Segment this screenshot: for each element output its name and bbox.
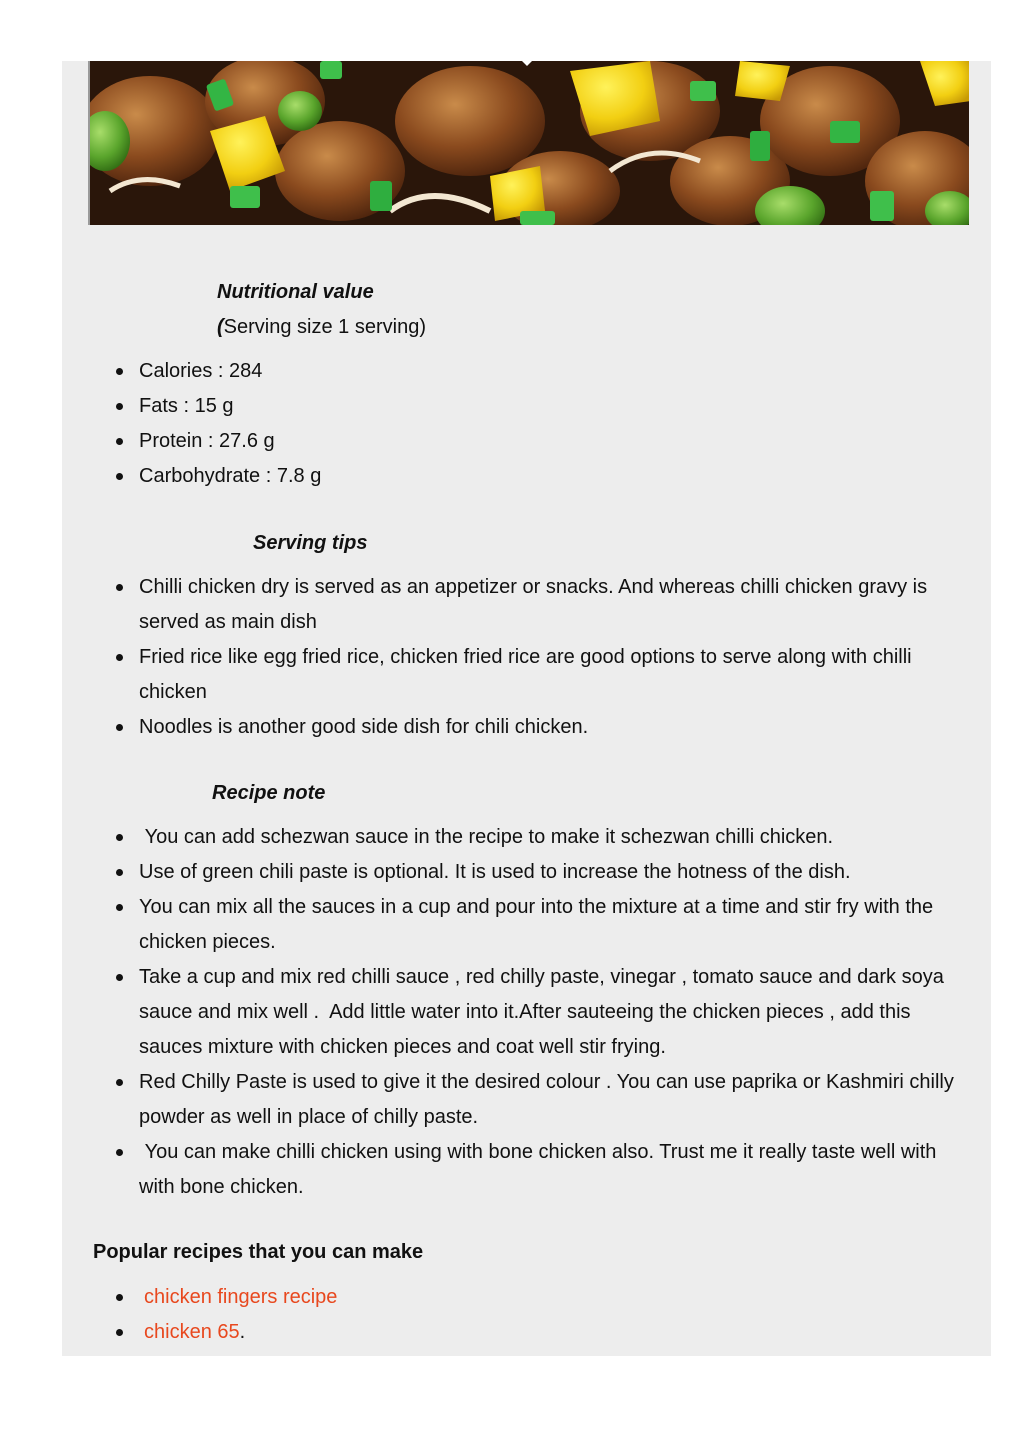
- serving-tips-list: [113, 570, 973, 745]
- serving-tips-heading: Serving tips: [253, 532, 368, 554]
- link-suffix: .: [239, 1321, 246, 1343]
- list-item: [113, 1315, 973, 1350]
- chicken-fingers-recipe-link[interactable]: chicken fingers recipe: [144, 1286, 338, 1308]
- list-item: Fried rice like egg fried rice, chicken fried rice are good options to serve along with chilli chicken: [113, 640, 973, 710]
- list-item: You can add schezwan sauce in the recipe to make it schezwan chilli chicken.: [113, 820, 973, 855]
- chicken-65-link[interactable]: chicken 65: [144, 1321, 240, 1343]
- list-item: Use of green chili paste is optional. It is used to increase the hotness of the dish.: [113, 855, 973, 890]
- recipe-note-heading: Recipe note: [212, 782, 326, 804]
- popular-recipes-heading: Popular recipes that you can make: [93, 1241, 424, 1263]
- list-item: Take a cup and mix red chilli sauce , red chilly paste, vinegar , tomato sauce and dark soya sauce and mix well . Add little water into it.After sauteeing the chicken pieces , add this sauces mixture with chicken pieces and coat well stir frying.: [113, 960, 973, 1065]
- list-item: You can mix all the sauces in a cup and pour into the mixture at a time and stir fry with the chicken pieces.: [113, 890, 973, 960]
- list-item: Noodles is another good side dish for chili chicken.: [113, 710, 973, 745]
- serving-size-paren: (: [217, 316, 224, 338]
- nutrition-heading: Nutritional value: [217, 281, 374, 303]
- list-item: You can make chilli chicken using with bone chicken also. Trust me it really taste well with with bone chicken.: [113, 1135, 973, 1205]
- list-item: Chilli chicken dry is served as an appetizer or snacks. And whereas chilli chicken gravy is served as main dish: [113, 570, 973, 640]
- serving-size-line: [217, 315, 426, 339]
- recipe-note-list: [113, 820, 973, 1205]
- chilli-chicken-photo: [88, 61, 969, 225]
- list-item: Red Chilly Paste is used to give it the desired colour . You can use paprika or Kashmiri chilly powder as well in place of chilly paste.: [113, 1065, 973, 1135]
- nutrition-list: [113, 354, 973, 494]
- list-item: Protein : 27.6 g: [113, 424, 973, 459]
- list-item: Calories : 284: [113, 354, 973, 389]
- serving-size-text: Serving size 1 serving): [223, 316, 426, 338]
- list-item: Fats : 15 g: [113, 389, 973, 424]
- popular-recipes-list: [113, 1280, 973, 1350]
- list-item: Carbohydrate : 7.8 g: [113, 459, 973, 494]
- list-item: [113, 1280, 973, 1315]
